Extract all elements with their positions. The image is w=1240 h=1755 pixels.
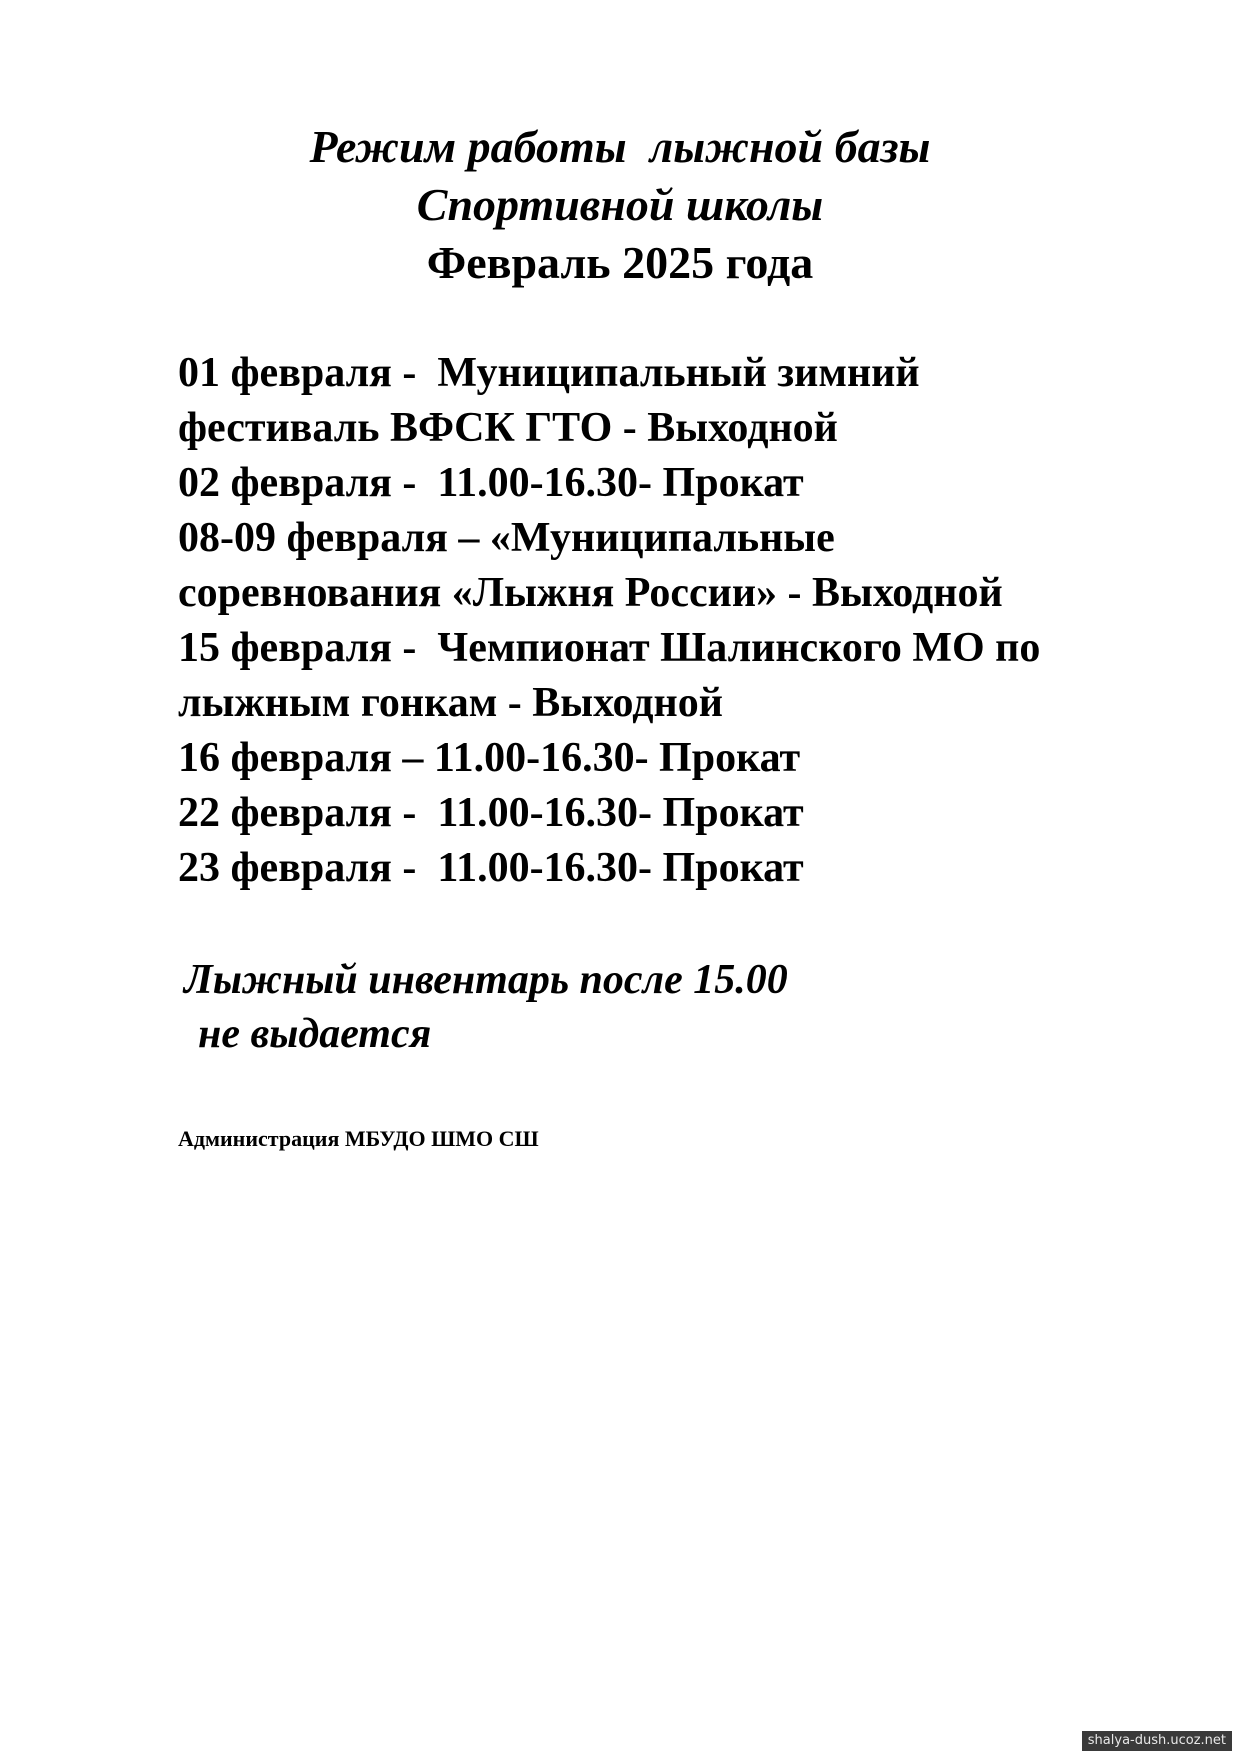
schedule-line: 02 февраля - 11.00-16.30- Прокат bbox=[178, 460, 804, 506]
schedule-line: 15 февраля - Чемпионат Шалинского МО по bbox=[178, 625, 1041, 671]
schedule-line: соревнования «Лыжня России» - Выходной bbox=[178, 570, 1003, 616]
schedule-line: 22 февраля - 11.00-16.30- Прокат bbox=[178, 790, 804, 836]
schedule-line: фестиваль ВФСК ГТО - Выходной bbox=[178, 405, 838, 451]
schedule-line: 08-09 февраля – «Муниципальные bbox=[178, 515, 835, 561]
title-line-2: Спортивной школы bbox=[416, 179, 824, 230]
note-line-2: не выдается bbox=[198, 1011, 432, 1057]
schedule-line: 16 февраля – 11.00-16.30- Прокат bbox=[178, 735, 801, 781]
site-watermark: shalya-dush.ucoz.net bbox=[1082, 1731, 1232, 1751]
note-line-1: Лыжный инвентарь после 15.00 bbox=[184, 957, 788, 1003]
schedule-line: 23 февраля - 11.00-16.30- Прокат bbox=[178, 845, 804, 891]
equipment-note bbox=[184, 953, 1084, 1061]
signature: Администрация МБУДО ШМО СШ bbox=[178, 1126, 539, 1151]
schedule-line: 01 февраля - Муниципальный зимний bbox=[178, 350, 920, 396]
document-title bbox=[0, 118, 1240, 292]
schedule-line: лыжным гонкам - Выходной bbox=[178, 680, 723, 726]
title-line-3: Февраль 2025 года bbox=[426, 237, 814, 288]
schedule-list bbox=[178, 346, 1218, 896]
title-line-1: Режим работы лыжной базы bbox=[309, 121, 931, 172]
